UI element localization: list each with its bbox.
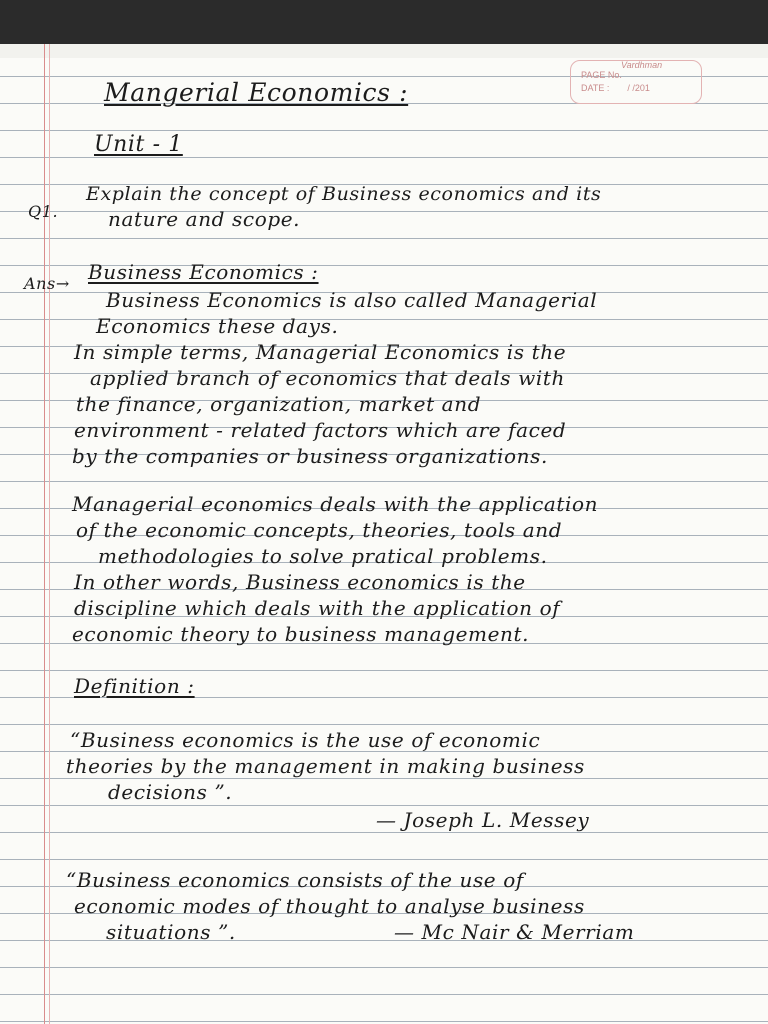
margin-line-secondary [49, 44, 50, 1024]
answer-line: In other words, Business economics is the [74, 570, 526, 594]
answer-line: the finance, organization, market and [76, 392, 482, 416]
answer-line: environment - related factors which are faced [74, 418, 567, 442]
margin-line [44, 44, 45, 1024]
page-top-edge [0, 44, 768, 58]
answer-line: Business Economics is also called Managerial [106, 288, 598, 312]
quote-line: decisions ”. [108, 780, 233, 804]
answer-line: by the companies or business organizations. [72, 444, 548, 468]
quote-line: “Business economics consists of the use of [66, 868, 524, 892]
answer-line: economic theory to business management. [72, 622, 530, 646]
answer-line: Economics these days. [96, 314, 339, 338]
answer-line: In simple terms, Managerial Economics is the [74, 340, 567, 364]
page-date-stamp [570, 60, 702, 104]
answer-line: of the economic concepts, theories, tools and [76, 518, 563, 542]
quote-line: economic modes of thought to analyse business [74, 894, 585, 918]
question-label: Q1. [28, 202, 59, 221]
page-title: Mangerial Economics : [104, 78, 409, 107]
stamp-page-no: PAGE No. [581, 70, 622, 80]
unit-heading: Unit - 1 [94, 132, 183, 157]
question-line: Explain the concept of Business economics and its [86, 183, 602, 205]
answer-line: discipline which deals with the application of [74, 596, 561, 620]
definition-heading: Definition : [74, 674, 195, 698]
answer-line: Managerial economics deals with the application [72, 492, 599, 516]
question-line: nature and scope. [108, 207, 301, 231]
quote-author: — Mc Nair & Merriam [394, 920, 635, 944]
quote-line: theories by the management in making business [66, 754, 585, 778]
notebook-page [0, 44, 768, 1024]
stamp-date-fill: / /201 [627, 83, 650, 93]
answer-label: Ans→ [24, 274, 70, 293]
stamp-date [581, 82, 650, 94]
stamp-brand: Vardhman [621, 60, 663, 70]
quote-line: “Business economics is the use of economic [70, 728, 541, 752]
answer-line: applied branch of economics that deals with [90, 366, 565, 390]
stamp-date-label: DATE : [581, 83, 610, 93]
answer-heading: Business Economics : [88, 260, 319, 284]
quote-author: — Joseph L. Messey [376, 808, 590, 832]
answer-line: methodologies to solve pratical problems. [98, 544, 548, 568]
quote-line: situations ”. [106, 920, 236, 944]
